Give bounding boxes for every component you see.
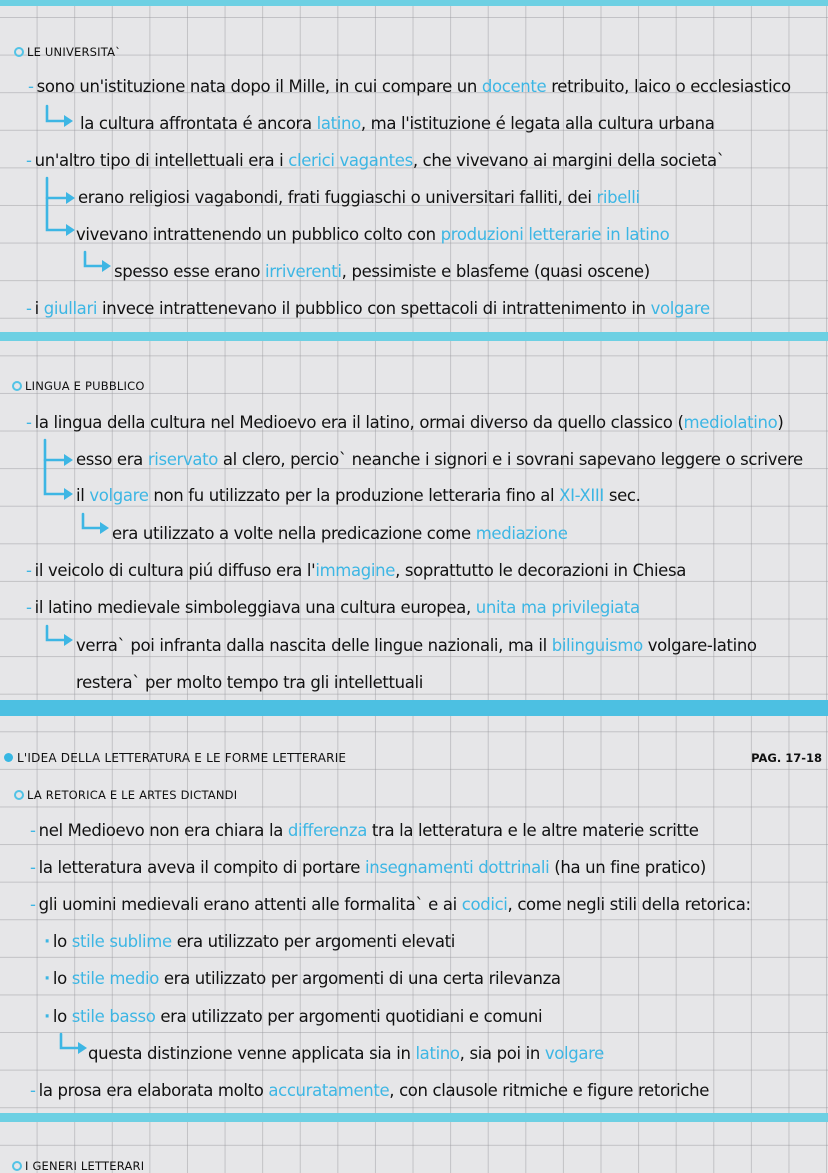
highlight-text: XI-XIII (559, 486, 604, 505)
text: esso era (76, 450, 148, 469)
text: verra` poi infranta dalla nascita delle lingue nazionali, ma il (76, 636, 552, 655)
note-line (26, 412, 783, 434)
highlight-text: volgare (89, 486, 149, 505)
text: la letteratura aveva il compito di portare (38, 858, 366, 877)
note-line (30, 894, 751, 916)
section-divider-bar (0, 1113, 828, 1122)
section-heading-generi (12, 1159, 144, 1173)
dash-bullet-icon: - (30, 821, 36, 840)
text: ) (777, 413, 784, 432)
branch-arrow-icon (44, 624, 76, 648)
text: era utilizzato per argomenti di una certa rilevanza (158, 969, 561, 988)
text: tra la letteratura e le altre materie scritte (367, 821, 699, 840)
text: la prosa era elaborata molto (38, 1081, 269, 1100)
dash-bullet-icon: - (26, 413, 32, 432)
text: era utilizzato per argomenti elevati (171, 932, 455, 951)
note-line (44, 968, 561, 990)
heading-text: I GENERI LETTERARI (25, 1159, 145, 1173)
note-line (76, 485, 640, 507)
section-divider-bar (0, 332, 828, 341)
highlight-text: ribelli (596, 188, 640, 207)
note-line (30, 820, 699, 842)
dash-bullet-icon: - (26, 598, 32, 617)
note-line (44, 931, 455, 953)
note-line (76, 224, 669, 246)
text: vivevano intrattenendo un pubblico colto con (76, 225, 441, 244)
tree-arrow-icon (44, 176, 78, 240)
text: il latino medievale simboleggiava una cultura europea, (34, 598, 476, 617)
highlight-text: giullari (43, 299, 98, 318)
highlight-text: latino (316, 114, 361, 133)
text: (ha un fine pratico) (549, 858, 706, 877)
filled-bullet-icon (4, 753, 13, 762)
text: al clero, percio` neanche i signori e i sovrani sapevano leggere o scrivere (218, 450, 803, 469)
dash-bullet-icon: - (26, 299, 32, 318)
highlight-text: mediazione (475, 524, 568, 543)
text: invece intrattenevano il pubblico con spettacoli di intrattenimento in (97, 299, 651, 318)
note-line (30, 1080, 709, 1102)
highlight-text: clerici vagantes (288, 151, 413, 170)
dash-bullet-icon: - (26, 561, 32, 580)
section-heading-retorica (14, 788, 237, 802)
note-line (114, 261, 650, 283)
text: , che vivevano ai margini della societa` (412, 151, 725, 170)
text: erano religiosi vagabondi, frati fuggiaschi o universitari falliti, dei (78, 188, 597, 207)
dash-bullet-icon: - (30, 858, 36, 877)
text: sono un'istituzione nata dopo il Mille, in cui compare un (36, 77, 482, 96)
highlight-text: immagine (315, 561, 396, 580)
note-line (28, 76, 791, 98)
text: non fu utilizzato per la produzione letteraria fino al (148, 486, 560, 505)
text: spesso esse erano (114, 262, 266, 281)
text: questa distinzione venne applicata sia in (88, 1044, 416, 1063)
note-line (76, 672, 423, 694)
highlight-text: stile sublime (71, 932, 172, 951)
highlight-text: latino (415, 1044, 460, 1063)
text: , ma l'istituzione é legata alla cultura urbana (360, 114, 715, 133)
highlight-text: differenza (287, 821, 367, 840)
text: sec. (603, 486, 641, 505)
dash-bullet-icon: - (30, 895, 36, 914)
heading-text: LA RETORICA E LE ARTES DICTANDI (27, 788, 238, 802)
text: un'altro tipo di intellettuali era i (34, 151, 289, 170)
dash-bullet-icon: - (26, 151, 32, 170)
note-line (88, 1043, 604, 1065)
branch-arrow-icon (44, 104, 76, 128)
text: i (34, 299, 44, 318)
note-line (76, 449, 803, 471)
dot-bullet-icon: · (44, 969, 50, 988)
top-divider-bar (0, 0, 828, 6)
highlight-text: riservato (147, 450, 219, 469)
highlight-text: volgare (650, 299, 710, 318)
highlight-text: unita ma privilegiata (475, 598, 640, 617)
heading-text: L'IDEA DELLA LETTERATURA E LE FORME LETTERARIE (17, 751, 347, 765)
text: lo (52, 932, 72, 951)
ring-bullet-icon (12, 381, 22, 391)
heading-text: LINGUA E PUBBLICO (25, 379, 145, 393)
text: , come negli stili della retorica: (507, 895, 751, 914)
branch-arrow-icon (58, 1032, 90, 1056)
ring-bullet-icon (14, 790, 24, 800)
highlight-text: codici (461, 895, 508, 914)
dash-bullet-icon: - (28, 77, 34, 96)
note-line (30, 857, 706, 879)
text: , pessimiste e blasfeme (quasi oscene) (341, 262, 650, 281)
page-reference: PAG. 17-18 (751, 751, 822, 765)
highlight-text: stile basso (71, 1007, 156, 1026)
text: il veicolo di cultura piú diffuso era l' (34, 561, 316, 580)
note-line (112, 523, 568, 545)
highlight-text: stile medio (71, 969, 159, 988)
text: , sia poi in (459, 1044, 545, 1063)
text: , soprattutto le decorazioni in Chiesa (395, 561, 686, 580)
highlight-text: insegnamenti dottrinali (365, 858, 550, 877)
text: , con clausole ritmiche e figure retoriche (389, 1081, 709, 1100)
section-divider-bar (0, 700, 828, 716)
note-line (76, 635, 757, 657)
text: nel Medioevo non era chiara la (38, 821, 288, 840)
section-heading-universita (14, 45, 121, 59)
highlight-text: volgare (544, 1044, 604, 1063)
note-line (26, 150, 725, 172)
text: retribuito, laico o ecclesiastico (546, 77, 791, 96)
text: era utilizzato a volte nella predicazione come (112, 524, 476, 543)
highlight-text: docente (481, 77, 547, 96)
main-heading-idea-letteratura (4, 751, 346, 765)
highlight-text: mediolatino (683, 413, 778, 432)
note-line (26, 597, 640, 619)
dash-bullet-icon: - (30, 1081, 36, 1100)
text: la cultura affrontata é ancora (80, 114, 317, 133)
branch-arrow-icon (82, 250, 114, 274)
text: lo (52, 969, 72, 988)
section-heading-lingua (12, 379, 145, 393)
branch-arrow-icon (80, 512, 112, 536)
text: restera` per molto tempo tra gli intellettuali (76, 673, 423, 692)
note-line (44, 1006, 542, 1028)
note-line (78, 187, 640, 209)
dot-bullet-icon: · (44, 1007, 50, 1026)
note-line (26, 560, 686, 582)
text: la lingua della cultura nel Medioevo era il latino, ormai diverso da quello classico ( (34, 413, 684, 432)
dot-bullet-icon: · (44, 932, 50, 951)
highlight-text: produzioni letterarie in latino (440, 225, 670, 244)
highlight-text: bilinguismo (551, 636, 643, 655)
tree-arrow-icon (42, 438, 76, 502)
text: gli uomini medievali erano attenti alle formalita` e ai (38, 895, 462, 914)
highlight-text: irriverenti (265, 262, 342, 281)
note-line (80, 113, 715, 135)
highlight-text: accuratamente (268, 1081, 390, 1100)
text: il (76, 486, 90, 505)
text: volgare-latino (642, 636, 757, 655)
text: era utilizzato per argomenti quotidiani e comuni (155, 1007, 543, 1026)
note-line (26, 298, 710, 320)
text: lo (52, 1007, 72, 1026)
heading-text: LE UNIVERSITA` (27, 45, 122, 59)
ring-bullet-icon (14, 47, 24, 57)
